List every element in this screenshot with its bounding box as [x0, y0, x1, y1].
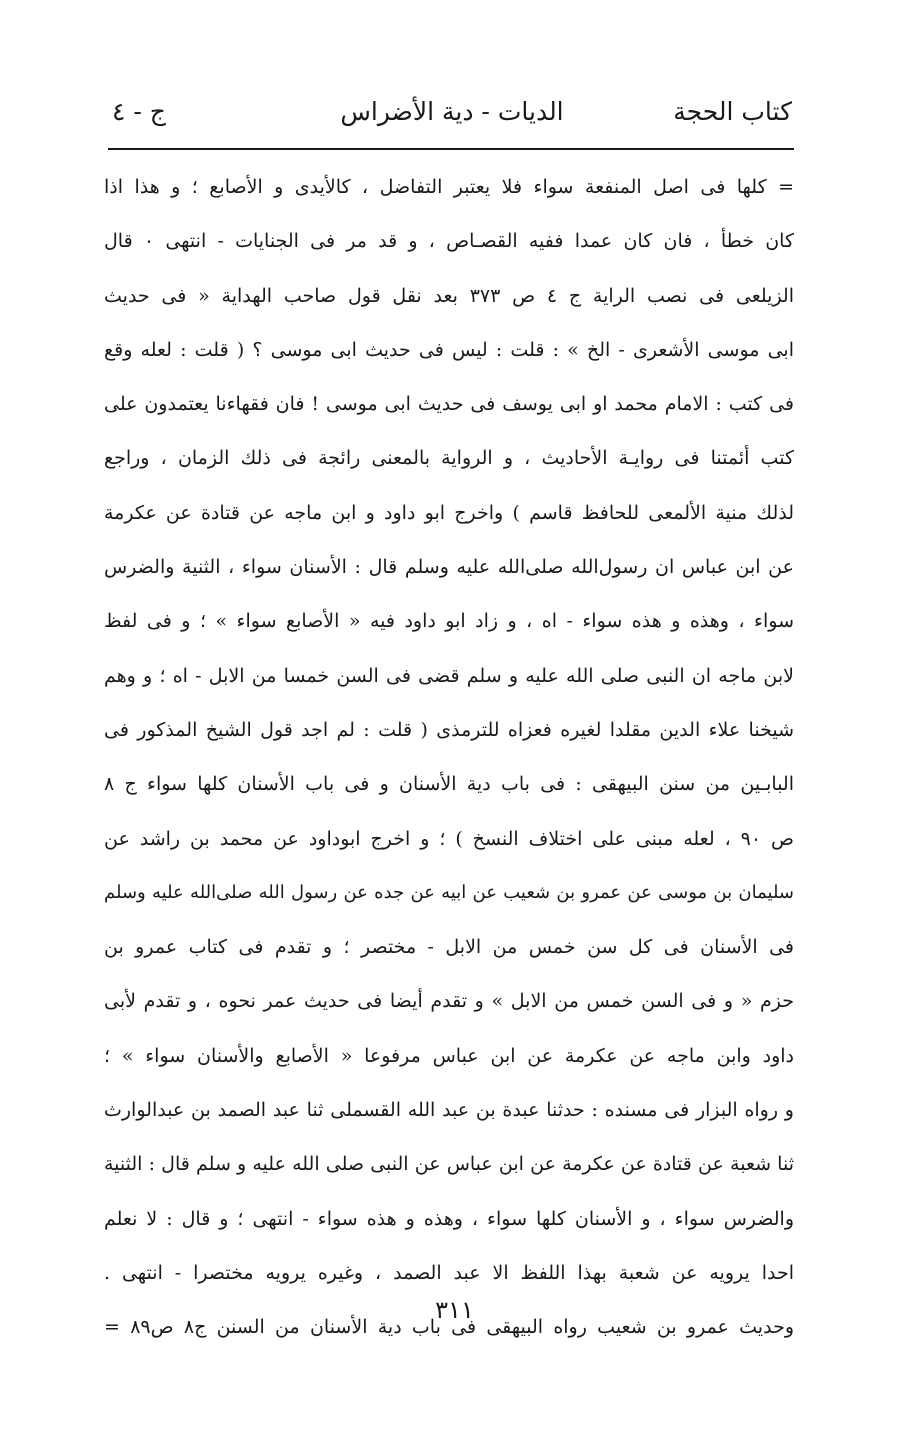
text-line: كان خطأ ، فان كان عمدا ففيه القصـاص ، و قد مر فى الجنايات - انتهى ٠ قال: [104, 230, 794, 253]
body-text: [104, 160, 794, 1355]
text-line: سليمان بن موسى عن عمرو بن شعيب عن ابيه عن جده عن رسول الله صلى‌الله عليه وسلم: [104, 881, 794, 903]
text-line: احدا يرويه عن شعبة بهذا اللفظ الا عبد الصمد ، وغيره يرويه مختصرا - انتهى .: [104, 1261, 794, 1284]
text-line: عن ابن عباس ان رسول‌الله صلى‌الله عليه وسلم قال : الأسنان سواء ، الثنية والضرس: [104, 556, 794, 579]
header-volume: ج - ٤: [112, 97, 166, 126]
text-line: وحديث عمرو بن شعيب رواه البيهقى فى باب دية الأسنان من السنن ج٨ ص٨٩ =: [104, 1316, 794, 1339]
text-line: لذلك منية الألمعى للحافظ قاسم ) واخرج ابو داود و ابن ماجه عن قتادة عن عكرمة: [104, 501, 794, 524]
running-header: [112, 92, 792, 140]
text-line: فى الأسنان فى كل سن خمس من الابل - مختصر ؛ و تقدم فى كتاب عمرو بن: [104, 936, 794, 959]
text-line: الزيلعى فى نصب الراية ج ٤ ص ٣٧٣ بعد نقل قول صاحب الهداية « فى حديث: [104, 284, 794, 307]
header-chapter-title: الديات - دية الأضراس: [340, 97, 564, 126]
text-line: فى كتب : الامام محمد او ابى يوسف فى حديث ابى موسى ! فان فقهاءنا يعتمدون على: [104, 393, 794, 416]
text-line: ثنا شعبة عن قتادة عن عكرمة عن ابن عباس عن النبى صلى الله عليه و سلم قال : الثنية: [104, 1153, 794, 1176]
header-divider: [108, 148, 794, 150]
text-line: لابن ماجه ان النبى صلى الله عليه و سلم قضى فى السن خمسا من الابل - اه ؛ و وهم: [104, 664, 794, 687]
text-line: كتب أئمتنا فى روايـة الأحاديث ، و الرواية بالمعنى رائجة فى ذلك الزمان ، وراجع: [104, 447, 794, 470]
text-line: حزم « و فى السن خمس من الابل » و تقدم أيضا فى حديث عمر نحوه ، و تقدم لأبى: [104, 990, 794, 1013]
text-line: داود وابن ماجه عن عكرمة عن ابن عباس مرفوعا « الأصابع والأسنان سواء » ؛: [104, 1044, 794, 1067]
header-book-title: كتاب الحجة: [673, 97, 792, 126]
text-line: سواء ، وهذه و هذه سواء - اه ، و زاد ابو داود فيه « الأصابع سواء » ؛ و فى لفظ: [104, 610, 794, 633]
text-line: والضرس سواء ، و الأسنان كلها سواء ، وهذه و هذه سواء - انتهى ؛ و قال : لا نعلم: [104, 1207, 794, 1230]
text-line: ابى موسى الأشعرى - الخ » : قلت : ليس فى حديث ابى موسى ؟ ( قلت : لعله وقع: [104, 338, 794, 361]
text-line: و رواه البزار فى مسنده : حدثنا عبدة بن عبد الله القسملى ثنا عبد الصمد بن عبدالوارث: [104, 1099, 794, 1122]
text-line: ص ٩٠ ، لعله مبنى على اختلاف النسخ ) ؛ و اخرج ابوداود عن محمد بن راشد عن: [104, 827, 794, 850]
page-number: ٣١١: [435, 1296, 474, 1324]
text-line: = كلها فى اصل المنفعة سواء فلا يعتبر التفاضل ، كالأيدى و الأصابع ؛ و هذا اذا: [104, 176, 794, 198]
text-line: شيخنا علاء الدين مقلدا لغيره فعزاه للترمذى ( قلت : لم اجد قول الشيخ المذكور فى: [104, 718, 794, 741]
text-line: البابـين من سنن البيهقى : فى باب دية الأسنان و فى باب الأسنان كلها سواء ج ٨: [104, 773, 794, 796]
